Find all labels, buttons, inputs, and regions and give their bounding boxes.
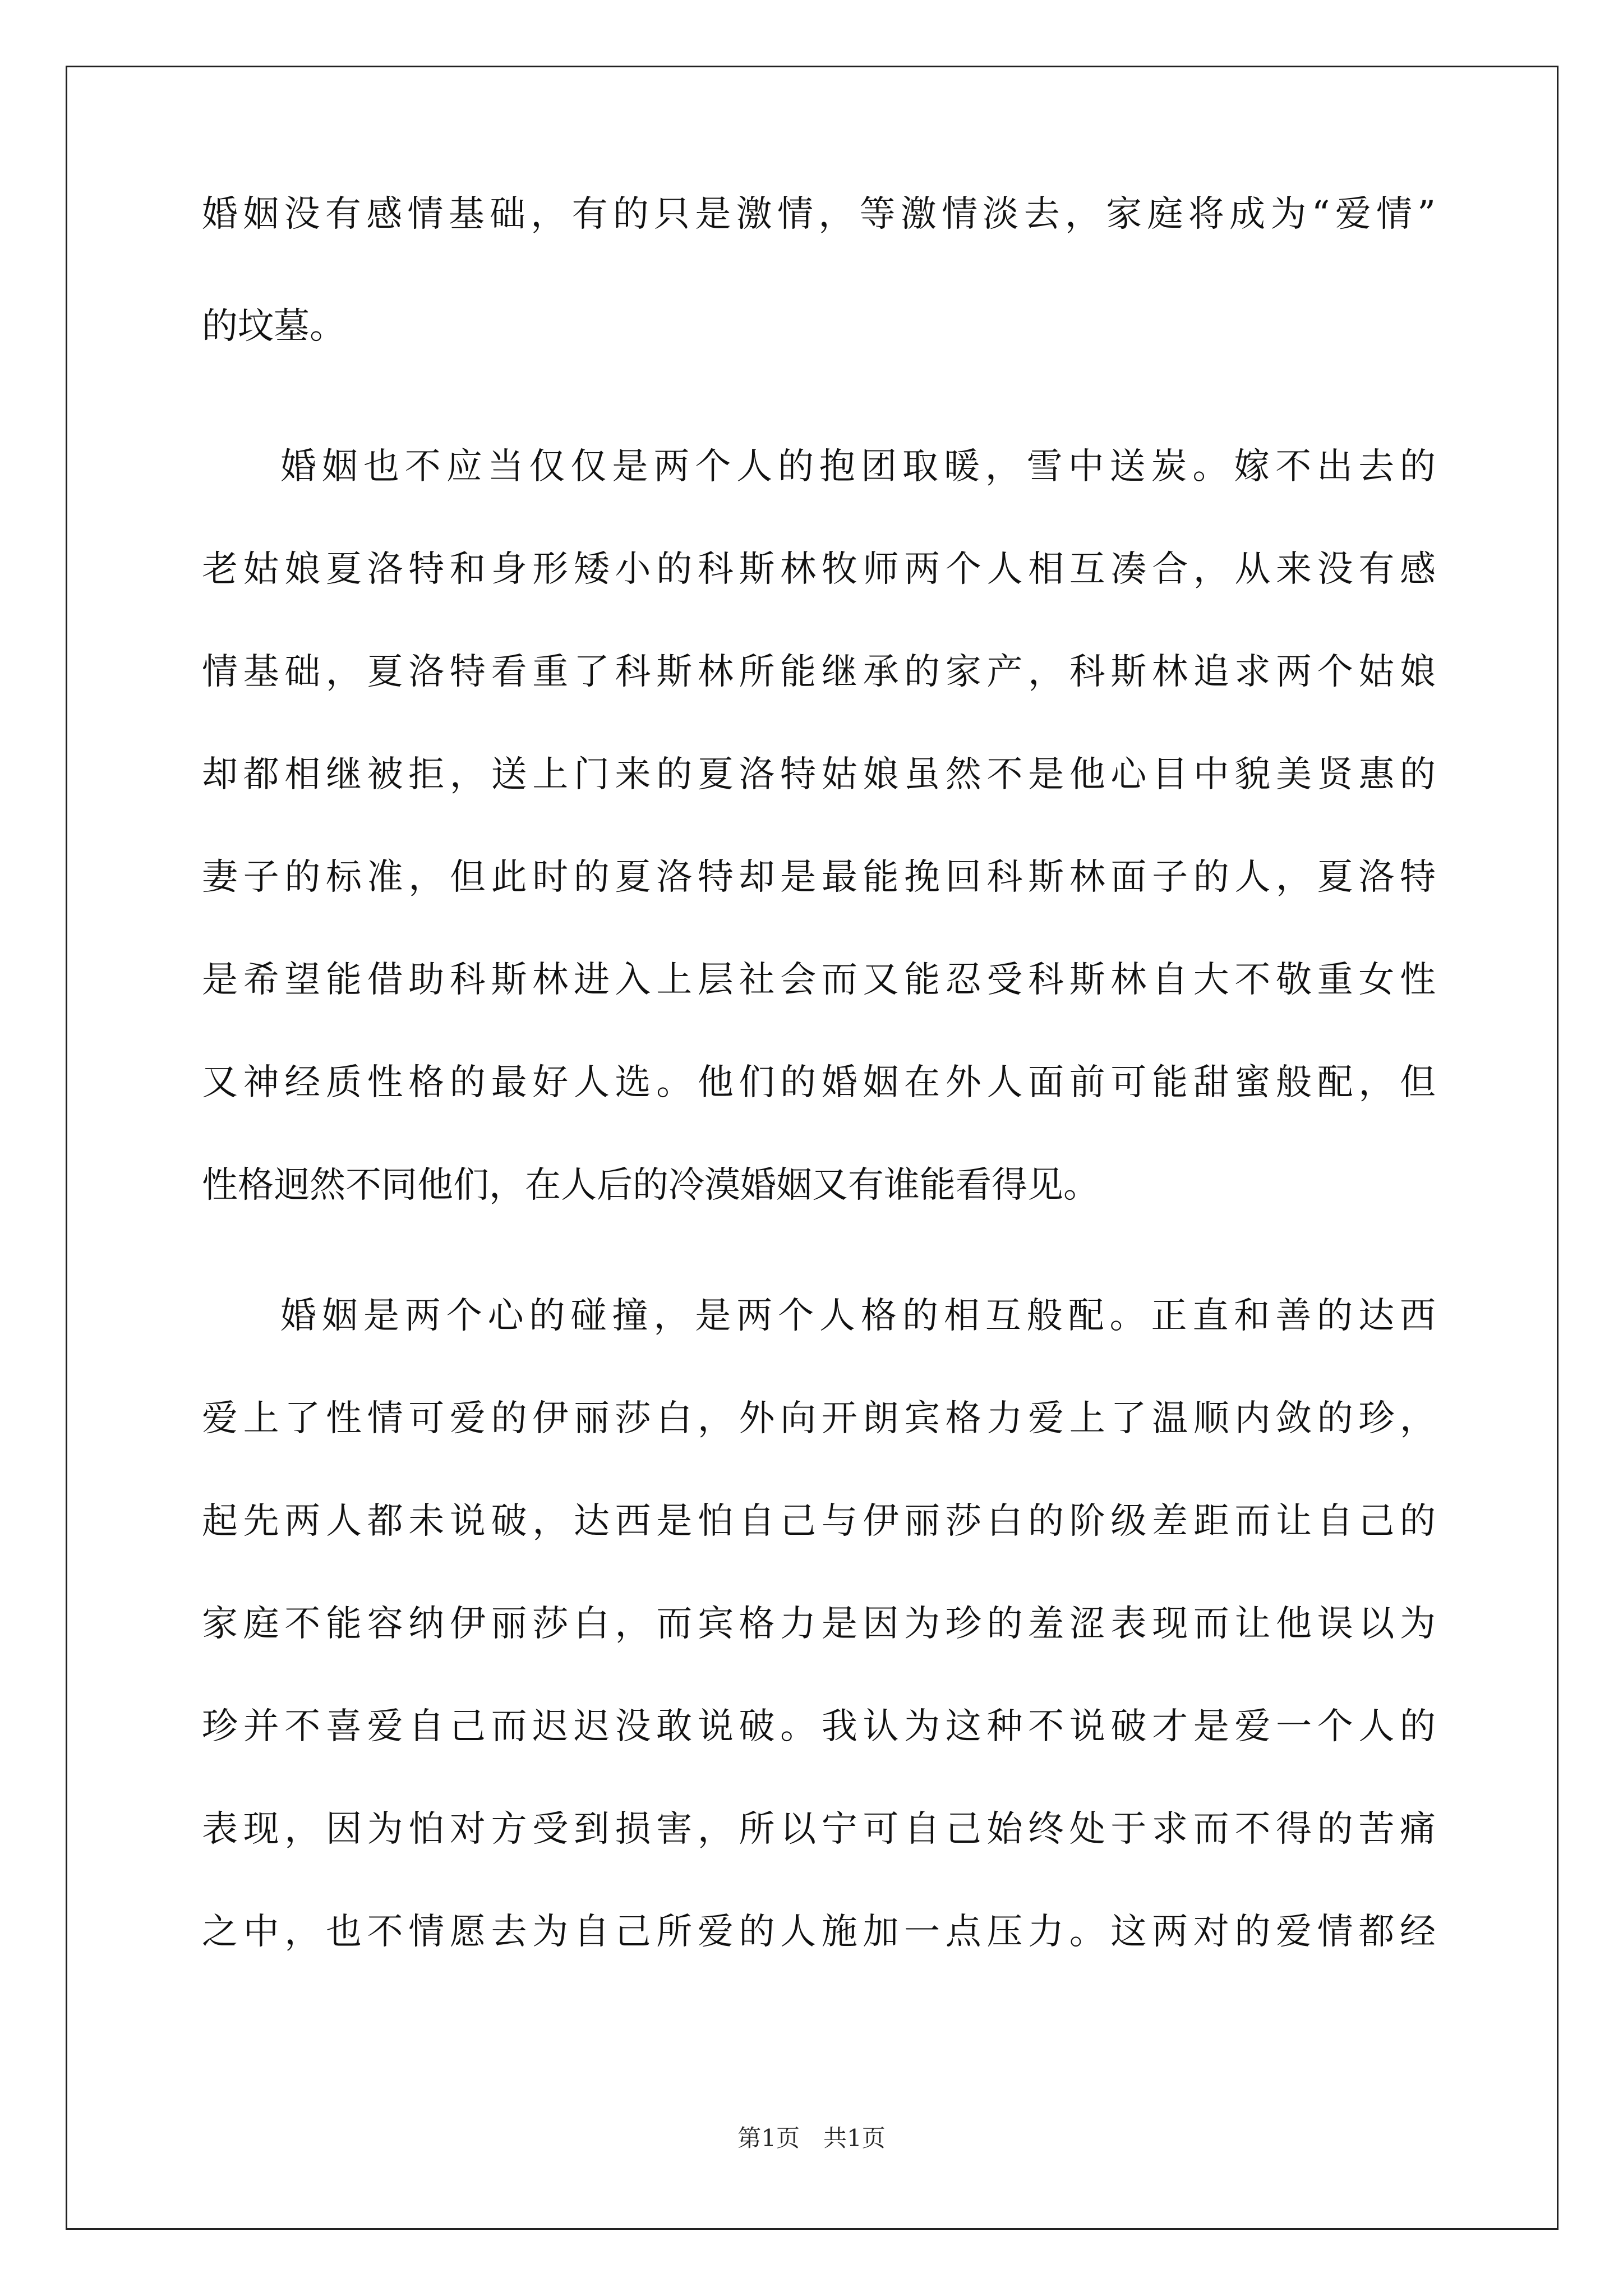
text-line: 性格迥然不同他们，在人后的冷漠婚姻又有谁能看得见。 — [202, 1165, 1099, 1206]
text-line: 之中，也不情愿去为自己所爱的人施加一点压力。这两对的爱情都经 — [202, 1911, 1436, 1953]
text-line: 爱上了性情可爱的伊丽莎白，外向开朗宾格力爱上了温顺内敛的珍， — [202, 1398, 1436, 1439]
text-line: 是希望能借助科斯林进入上层社会而又能忍受科斯林自大不敬重女性 — [202, 959, 1436, 1001]
text-line: 珍并不喜爱自己而迟迟没敢说破。我认为这种不说破才是爱一个人的 — [202, 1706, 1436, 1747]
text-line: 起先两人都未说破，达西是怕自己与伊丽莎白的阶级差距而让自己的 — [202, 1501, 1436, 1542]
text-line: 的坟墓。 — [202, 306, 345, 347]
text-line: 家庭不能容纳伊丽莎白，而宾格力是因为珍的羞涩表现而让他误以为 — [202, 1603, 1436, 1645]
text-line: 妻子的标准，但此时的夏洛特却是最能挽回科斯林面子的人，夏洛特 — [202, 857, 1436, 898]
text-line: 老姑娘夏洛特和身形矮小的科斯林牧师两个人相互凑合，从来没有感 — [202, 549, 1436, 590]
text-line: 又神经质性格的最好人选。他们的婚姻在外人面前可能甜蜜般配，但 — [202, 1062, 1436, 1103]
paragraph-first-line: 婚姻也不应当仅仅是两个人的抱团取暖，雪中送炭。嫁不出去的 — [280, 446, 1436, 487]
paragraph-first-line: 婚姻是两个心的碰撞，是两个人格的相互般配。正直和善的达西 — [280, 1295, 1436, 1337]
text-line: 婚姻没有感情基础，有的只是激情，等激情淡去，家庭将成为“爱情” — [202, 194, 1436, 235]
text-line: 却都相继被拒，送上门来的夏洛特姑娘虽然不是他心目中貌美贤惠的 — [202, 754, 1436, 795]
text-line: 表现，因为怕对方受到损害，所以宁可自己始终处于求而不得的苦痛 — [202, 1809, 1436, 1850]
page-footer: 第1页 共1页 — [737, 2124, 886, 2152]
text-line: 情基础，夏洛特看重了科斯林所能继承的家产，科斯林追求两个姑娘 — [202, 651, 1436, 693]
page-border — [66, 66, 1559, 2230]
